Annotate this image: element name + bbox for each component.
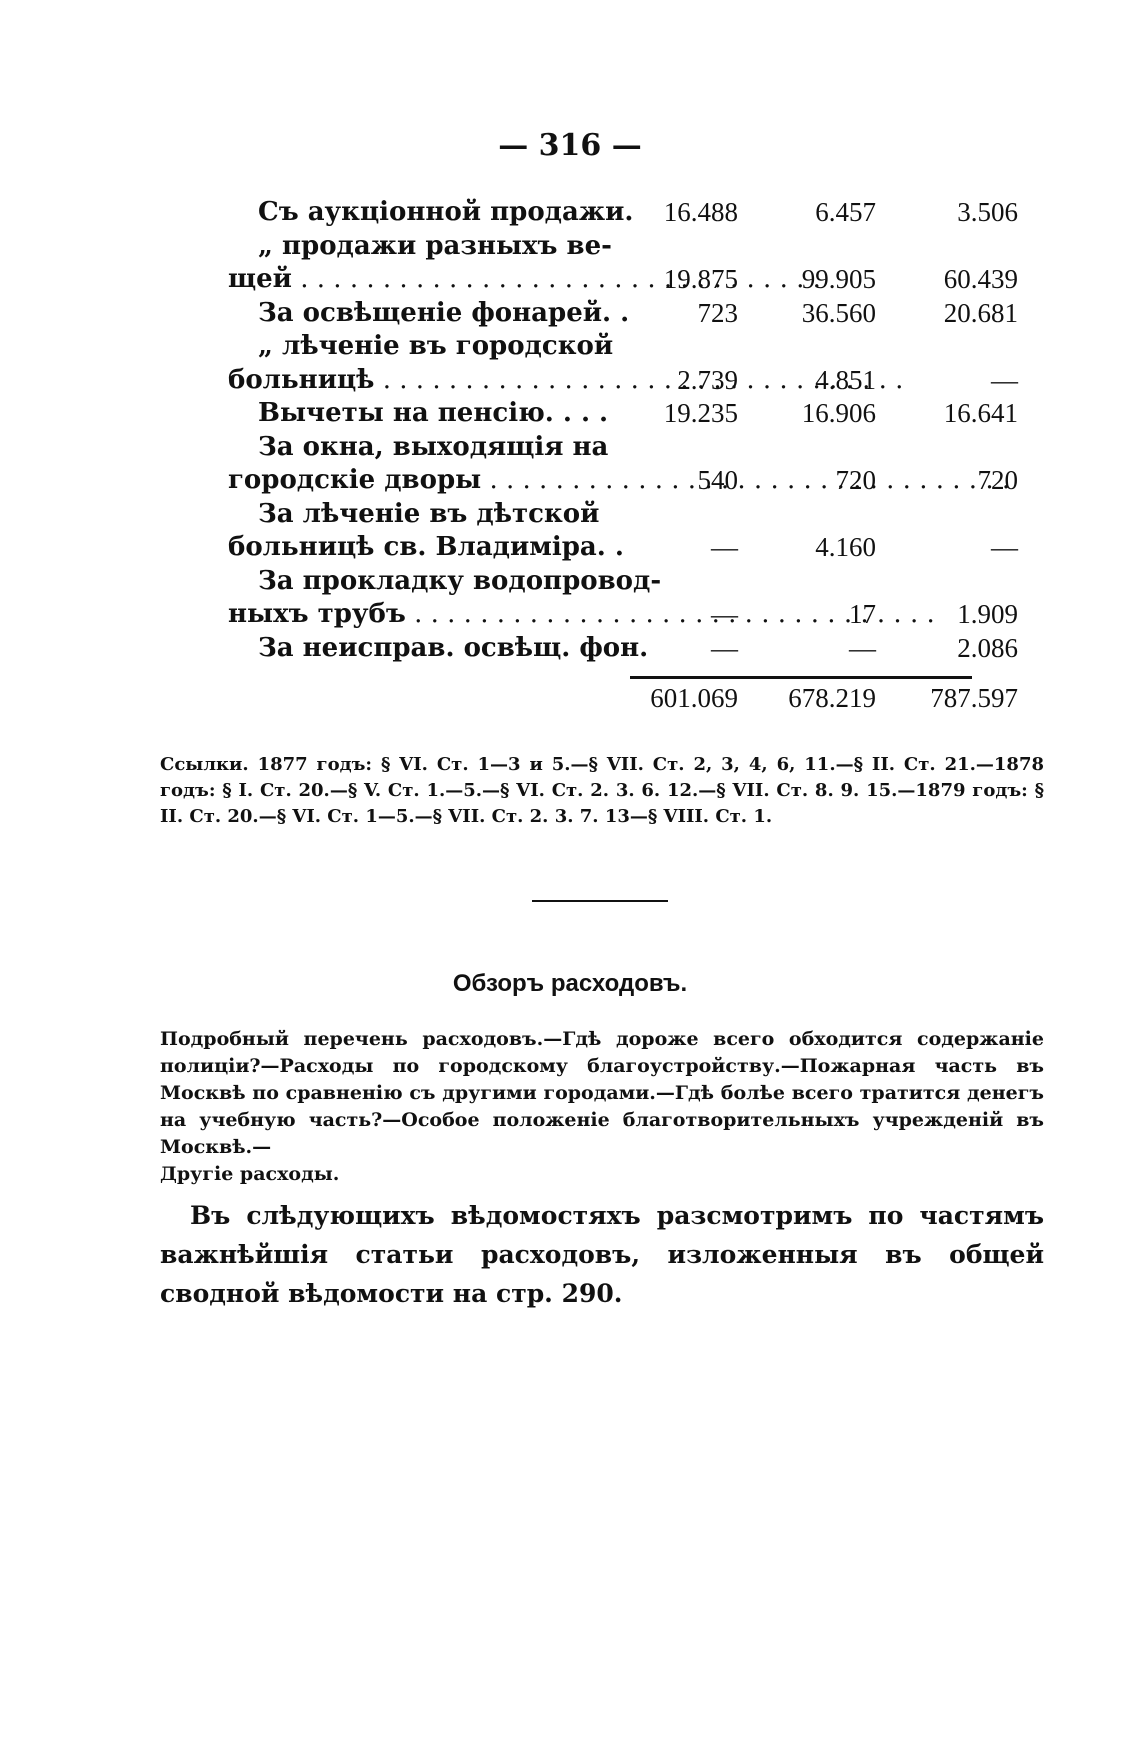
cell-value: 19.235 [663,398,738,428]
cell-value: 720 [835,465,876,495]
row-label-line: ныхъ трубъ . . . [228,598,600,632]
row-label-line: „ продажи разныхъ ве- [258,230,612,261]
row-label-line: За прокладку водопровод- [258,565,662,596]
cell-value: 16.641 [943,398,1018,428]
row-label-line: больницѣ . . . [228,364,600,398]
row-label-line: Вычеты на пенсію. . . . [258,398,609,428]
cell-value: 2.086 [957,632,1018,663]
cell-value: 16.906 [801,398,876,428]
row-label-line: За освѣщеніе фонарей. . [258,297,630,328]
cell-value: 4.851 [815,364,876,395]
intro-paragraph: Въ слѣдующихъ вѣдомостяхъ разсмотримъ по частямъ важнѣйшія статьи расходовъ, изложенныя въ общей сводной вѣдомости на стр. 290. [160,1201,1044,1308]
summary-end: Другіе расходы. [160,1163,340,1185]
table-row [228,230,1018,297]
cell-value: 540 [697,465,738,495]
section-title: Обзоръ расходовъ. [452,970,688,997]
totals-row [228,682,1018,716]
row-label-line: За окна, выходящія на [258,431,609,462]
table-row [228,565,1018,632]
cell-value: 36.560 [801,297,876,328]
row-label-line: городскіе дворы . . . [228,464,600,498]
row-label [228,230,612,297]
cell-value: — [711,532,738,562]
cell-value: 720 [977,465,1018,495]
cell-value: 60.439 [943,264,1018,294]
row-label [228,397,609,431]
row-label-line: Съ аукціонной продажи. [258,197,634,227]
row-label-line: больницѣ св. Владиміра. . [228,532,624,562]
row-label [228,330,614,397]
row-label [228,632,649,666]
cell-value: — [711,599,738,629]
cell-value: 16.488 [663,197,738,227]
table-row [228,196,1018,230]
table-row [228,431,1018,498]
total-value: 601.069 [650,683,738,713]
cell-value: — [849,632,876,663]
cell-value: 1.909 [957,599,1018,629]
row-label [228,565,662,632]
cell-value: 723 [697,297,738,328]
row-label-line: щей . . . [228,263,600,297]
row-label-line: „ лѣченіе въ городской [258,331,614,361]
section-summary [160,1026,1044,1188]
cell-value: 20.681 [943,297,1018,328]
cell-value: 6.457 [815,197,876,227]
row-label-line: За неисправ. освѣщ. фон. [258,632,649,663]
total-value: 678.219 [788,683,876,713]
section-divider [532,900,668,902]
table-row [228,330,1018,397]
cell-value: — [991,532,1018,562]
table-row [228,632,1018,666]
total-value: 787.597 [930,683,1018,713]
cell-value: 99.905 [801,264,876,294]
row-label [228,498,624,565]
summary-text: Подробный перечень расходовъ.—Гдѣ дороже всего обходится содержаніе полиціи?—Расходы по городскому благоустройству.—Пожарная часть въ Москвѣ по сравненію съ другими городами.—Гдѣ болѣе всего тратится денегъ на учебную часть?—Особое положеніе благотворительныхъ учрежденій въ Москвѣ.— [160,1028,1044,1158]
table-row [228,297,1018,331]
cell-value: 4.160 [815,532,876,562]
cell-value: — [711,632,738,663]
expense-table [228,196,1018,665]
total-rule [630,676,972,679]
cell-value: 2.739 [677,364,738,395]
cell-value: 3.506 [957,197,1018,227]
cell-value: 17 [849,599,876,629]
cell-value: — [991,364,1018,395]
row-label [228,297,630,331]
table-row [228,397,1018,431]
cell-value: 19.875 [663,264,738,294]
row-label [228,196,634,230]
page-number: — 316 — [498,128,642,163]
references-note: Ссылки. 1877 годъ: § VI. Ст. 1—3 и 5.—§ VII. Ст. 2, 3, 4, 6, 11.—§ II. Ст. 21.—1878 годъ: § I. Ст. 20.—§ V. Ст. 1.—5.—§ VI. Ст. 2. 3. 6. 12.—§ VII. Ст. 8. 9. 15.—1879 годъ: § II. Ст. 20.—§ VI. Ст. 1—5.—§ VII. Ст. 2. 3. 7. 13—§ VIII. Ст. 1. [160,754,1044,827]
table-row [228,498,1018,565]
row-label [228,431,609,498]
row-label-line: За лѣченіе въ дѣтской [258,498,600,529]
